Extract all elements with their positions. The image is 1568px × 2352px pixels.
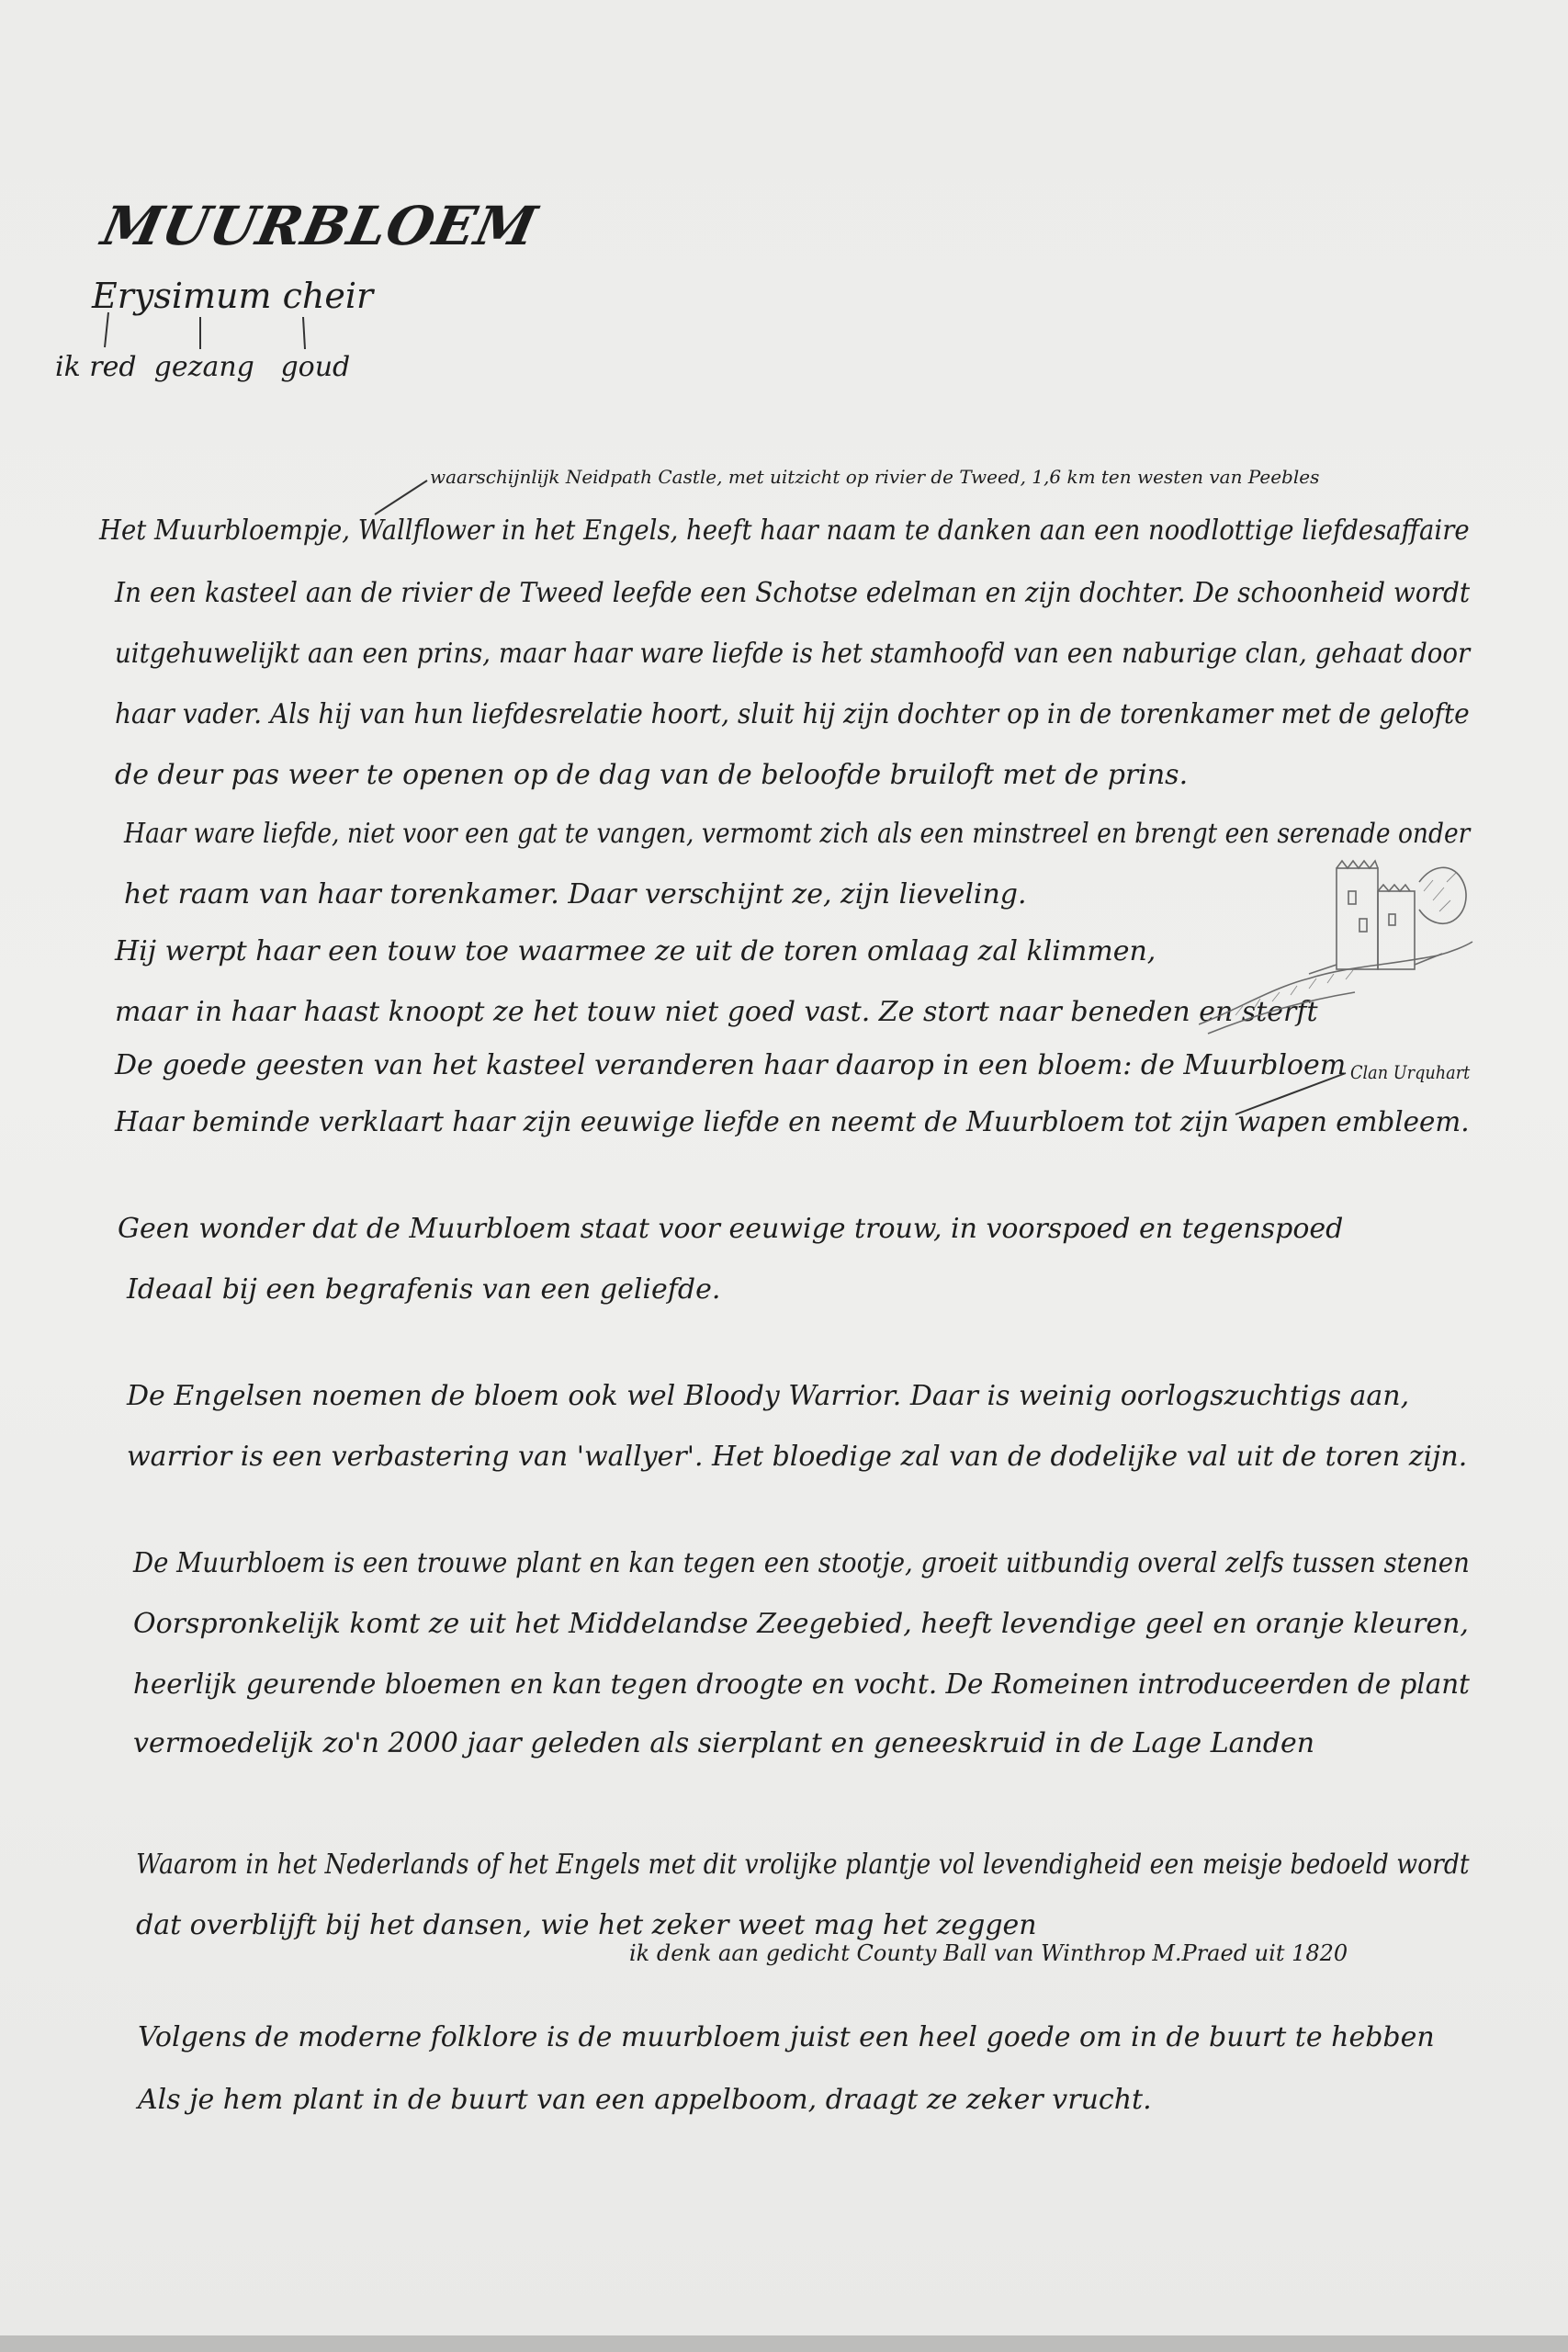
text-line: vermoedelijk zo'n 2000 jaar geleden als sierplant en geneeskruid in de Lage Landen [133, 1727, 1315, 1759]
text-line: dat overblijft bij het dansen, wie het zeker weet mag het zeggen [136, 1909, 1037, 1941]
text-line: haar vader. Als hij van hun liefdesrelatie hoort, sluit hij zijn dochter op in de torenkamer met de gelofte [115, 698, 1470, 730]
text-line: de deur pas weer te openen op de dag van de beloofde bruiloft met de prins. [115, 759, 1189, 791]
text-line: De Engelsen noemen de bloem ook wel Bloody Warrior. Daar is weinig oorlogszuchtigs aan, [127, 1380, 1410, 1412]
text-line: Geen wonder dat de Muurbloem staat voor eeuwige trouw, in voorspoed en tegenspoed [118, 1213, 1344, 1245]
text-line: maar in haar haast knoopt ze het touw niet goed vast. Ze stort naar beneden en sterft [115, 996, 1318, 1028]
annotation-attribution: ik denk aan gedicht County Ball van Winthrop M.Praed uit 1820 [629, 1940, 1348, 1966]
text-line: Waarom in het Nederlands of het Engels met dit vrolijke plantje vol levendigheid een meisje bedoeld wordt [136, 1849, 1470, 1881]
text-line: Haar ware liefde, niet voor een gat te vangen, vermomt zich als een minstreel en brengt een serenade onder [124, 818, 1471, 850]
text-line: De Muurbloem is een trouwe plant en kan tegen een stootje, groeit uitbundig overal zelfs tussen stenen [133, 1547, 1470, 1579]
text-line: Het Muurbloempje, Wallflower in het Engels, heeft haar naam te danken aan een noodlottige liefdesaffaire [99, 514, 1470, 547]
paper-bottom-edge [0, 2335, 1568, 2352]
text-line: De goede geesten van het kasteel veranderen haar daarop in een bloem: de Muurbloem [115, 1049, 1347, 1081]
annotation-side: Clan Urquhart [1350, 1061, 1471, 1083]
etymology-gloss: ik red gezang goud [55, 351, 351, 383]
text-line: Oorspronkelijk komt ze uit het Middelandse Zeegebied, heeft levendige geel en oranje kleuren, [133, 1608, 1469, 1640]
text-line: heerlijk geurende bloemen en kan tegen droogte en vocht. De Romeinen introduceerden de plant [133, 1668, 1470, 1701]
page-title: MUURBLOEM [96, 195, 543, 257]
text-line: uitgehuwelijkt aan een prins, maar haar ware liefde is het stamhoofd van een naburige clan, gehaat door [115, 638, 1471, 670]
text-line: Hij werpt haar een touw toe waarmee ze uit de toren omlaag zal klimmen, [115, 935, 1156, 967]
text-line: In een kasteel aan de rivier de Tweed leefde een Schotse edelman en zijn dochter. De schoonheid wordt [115, 577, 1471, 609]
text-line: warrior is een verbastering van 'wallyer'. Het bloedige zal van de dodelijke val uit de toren zijn. [127, 1441, 1468, 1473]
text-line: Haar beminde verklaart haar zijn eeuwige liefde en neemt de Muurbloem tot zijn wapen embleem. [115, 1106, 1470, 1138]
text-line: Als je hem plant in de buurt van een appelboom, draagt ze zeker vrucht. [138, 2084, 1152, 2116]
castle-sketch-icon [1199, 827, 1474, 1038]
latin-name: Erysimum cheir [92, 276, 374, 316]
text-line: Volgens de moderne folklore is de muurbloem juist een heel goede om in de buurt te hebben [138, 2021, 1435, 2053]
text-line: Ideaal bij een begrafenis van een geliefde. [127, 1273, 721, 1306]
annotation-top: waarschijnlijk Neidpath Castle, met uitzicht op rivier de Tweed, 1,6 km ten westen van Peebles [430, 466, 1320, 488]
text-line: het raam van haar torenkamer. Daar verschijnt ze, zijn lieveling. [124, 878, 1027, 910]
